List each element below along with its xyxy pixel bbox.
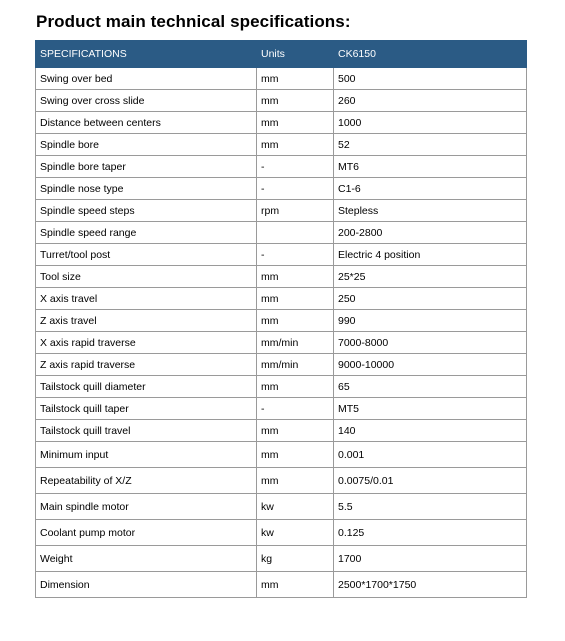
value-cell: 0.0075/0.01 (334, 468, 527, 494)
unit-cell: mm (257, 134, 334, 156)
spec-cell: Tailstock quill travel (36, 420, 257, 442)
column-header-model: CK6150 (334, 41, 527, 68)
value-cell: MT6 (334, 156, 527, 178)
table-row (36, 520, 527, 546)
table-row (36, 222, 527, 244)
unit-cell: - (257, 156, 334, 178)
spec-cell: Z axis travel (36, 310, 257, 332)
spec-cell: Tailstock quill diameter (36, 376, 257, 398)
table-row (36, 134, 527, 156)
value-cell: 25*25 (334, 266, 527, 288)
value-cell: 500 (334, 68, 527, 90)
unit-cell: mm (257, 420, 334, 442)
table-row (36, 266, 527, 288)
unit-cell: mm (257, 266, 334, 288)
table-row (36, 178, 527, 200)
unit-cell: - (257, 244, 334, 266)
unit-cell: kg (257, 546, 334, 572)
unit-cell: - (257, 178, 334, 200)
value-cell: 140 (334, 420, 527, 442)
spec-cell: Minimum input (36, 442, 257, 468)
specifications-table (35, 40, 527, 598)
spec-cell: Tailstock quill taper (36, 398, 257, 420)
table-row (36, 200, 527, 222)
value-cell: 52 (334, 134, 527, 156)
value-cell: 0.125 (334, 520, 527, 546)
table-row (36, 420, 527, 442)
value-cell: Electric 4 position (334, 244, 527, 266)
value-cell: 1000 (334, 112, 527, 134)
spec-cell: Swing over cross slide (36, 90, 257, 112)
spec-cell: Weight (36, 546, 257, 572)
column-header-units: Units (257, 41, 334, 68)
unit-cell: mm (257, 442, 334, 468)
spec-cell: Spindle speed steps (36, 200, 257, 222)
unit-cell: mm (257, 68, 334, 90)
page-title: Product main technical specifications: (36, 12, 351, 31)
value-cell: 2500*1700*1750 (334, 572, 527, 598)
spec-cell: Spindle nose type (36, 178, 257, 200)
spec-cell: Distance between centers (36, 112, 257, 134)
value-cell: 1700 (334, 546, 527, 572)
value-cell: 9000-10000 (334, 354, 527, 376)
table-row (36, 90, 527, 112)
value-cell: 260 (334, 90, 527, 112)
spec-cell: Swing over bed (36, 68, 257, 90)
value-cell: C1-6 (334, 178, 527, 200)
table-row (36, 376, 527, 398)
table-row (36, 546, 527, 572)
spec-cell: Main spindle motor (36, 494, 257, 520)
spec-cell: Coolant pump motor (36, 520, 257, 546)
table-row (36, 332, 527, 354)
spec-cell: X axis travel (36, 288, 257, 310)
unit-cell: mm (257, 112, 334, 134)
spec-cell: Dimension (36, 572, 257, 598)
table-row (36, 156, 527, 178)
table-row (36, 244, 527, 266)
table-row (36, 398, 527, 420)
unit-cell: mm (257, 90, 334, 112)
unit-cell: mm/min (257, 354, 334, 376)
spec-cell: X axis rapid traverse (36, 332, 257, 354)
spec-cell: Turret/tool post (36, 244, 257, 266)
value-cell: 0.001 (334, 442, 527, 468)
value-cell: MT5 (334, 398, 527, 420)
unit-cell: mm/min (257, 332, 334, 354)
column-header-specifications: SPECIFICATIONS (36, 41, 257, 68)
spec-cell: Spindle bore (36, 134, 257, 156)
table-body (36, 68, 527, 598)
value-cell: 990 (334, 310, 527, 332)
spec-cell: Spindle bore taper (36, 156, 257, 178)
table-row (36, 354, 527, 376)
unit-cell: mm (257, 310, 334, 332)
value-cell: Stepless (334, 200, 527, 222)
table-row (36, 310, 527, 332)
unit-cell: mm (257, 468, 334, 494)
unit-cell: - (257, 398, 334, 420)
value-cell: 65 (334, 376, 527, 398)
unit-cell: mm (257, 376, 334, 398)
table-row (36, 468, 527, 494)
value-cell: 200-2800 (334, 222, 527, 244)
unit-cell: mm (257, 572, 334, 598)
unit-cell: kw (257, 494, 334, 520)
unit-cell: rpm (257, 200, 334, 222)
spec-cell: Spindle speed range (36, 222, 257, 244)
value-cell: 7000-8000 (334, 332, 527, 354)
value-cell: 5.5 (334, 494, 527, 520)
spec-cell: Repeatability of X/Z (36, 468, 257, 494)
table-row (36, 288, 527, 310)
table-row (36, 112, 527, 134)
unit-cell: mm (257, 288, 334, 310)
unit-cell: kw (257, 520, 334, 546)
spec-cell: Z axis rapid traverse (36, 354, 257, 376)
table-row (36, 68, 527, 90)
value-cell: 250 (334, 288, 527, 310)
table-row (36, 442, 527, 468)
unit-cell (257, 222, 334, 244)
table-row (36, 572, 527, 598)
table-row (36, 494, 527, 520)
spec-cell: Tool size (36, 266, 257, 288)
table-header-row (36, 41, 527, 68)
